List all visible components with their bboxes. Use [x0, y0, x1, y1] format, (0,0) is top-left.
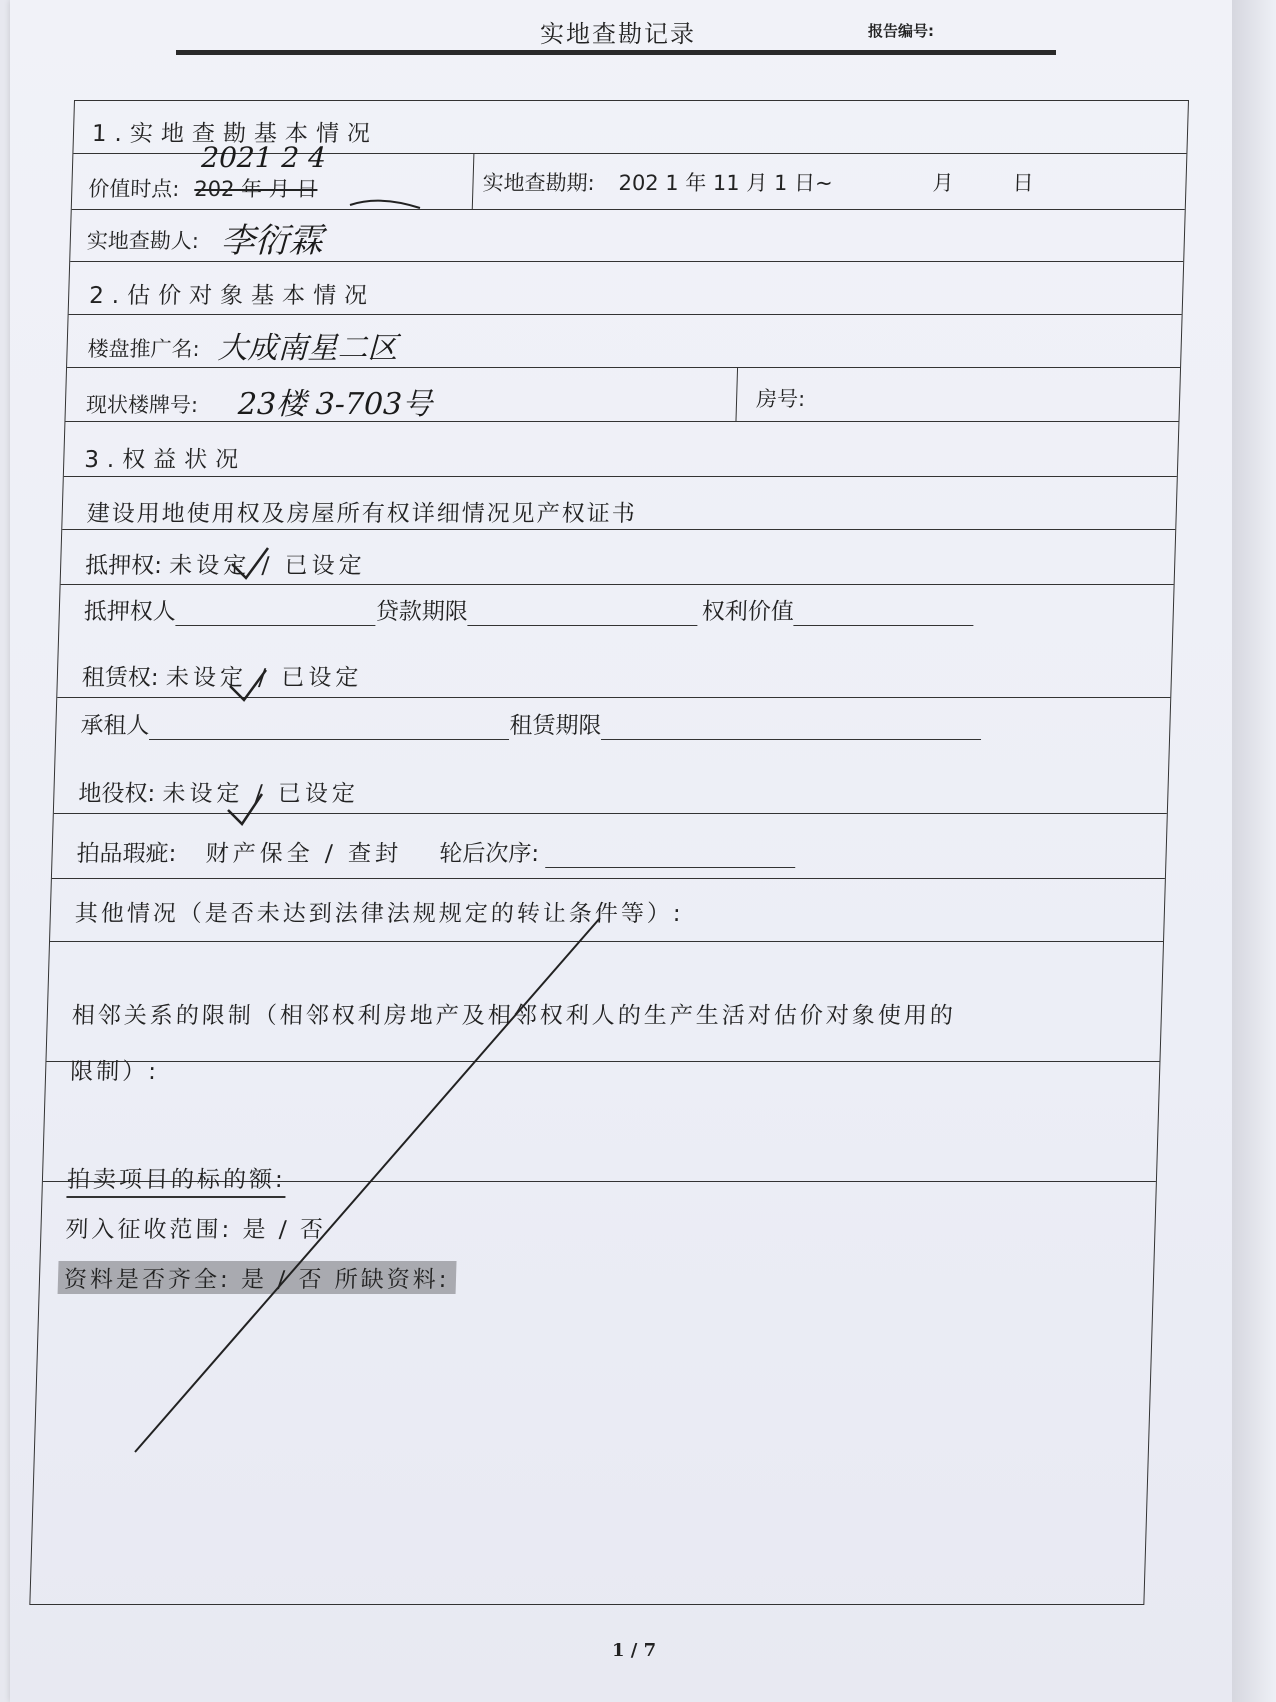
row-divider — [54, 813, 1167, 814]
section-1-heading: 1.实地查勘基本情况 — [91, 121, 379, 147]
column-divider — [735, 367, 738, 421]
value-time-handwritten: 2021 2 4 — [200, 141, 327, 174]
auction-amount-label: 拍卖项目的标的额: — [66, 1161, 286, 1198]
defects-order-label: 轮后次序: — [438, 841, 540, 867]
lease-row — [81, 659, 362, 692]
lease-details — [80, 707, 982, 740]
row-divider — [61, 584, 1174, 585]
value-time-label: 价值时点: — [88, 177, 180, 201]
loan-term-blank — [467, 603, 698, 626]
property-rights-note: 建设用地使用权及房屋所有权详细情况见产权证书 — [86, 501, 638, 527]
defects-row — [76, 835, 795, 868]
mortgage-options: 未设定 / 已设定 — [168, 553, 366, 579]
row-divider — [50, 941, 1163, 942]
lease-term-blank — [601, 717, 982, 740]
neighbor-restriction-label-line2: 限制）: — [69, 1059, 160, 1085]
building-number-label: 现状楼牌号: — [85, 393, 199, 417]
surveyor-signature: 李衍霖 — [220, 221, 324, 261]
easement-options: 未设定 / 已设定 — [162, 781, 360, 807]
document-title: 实地查勘记录 — [540, 20, 696, 48]
row-divider — [67, 367, 1180, 368]
mortgage-label: 抵押权: — [84, 553, 163, 579]
underlying-page-edge — [1232, 0, 1276, 1702]
row-divider — [65, 421, 1178, 422]
mortgagee-label: 抵押权人 — [83, 599, 177, 625]
expropriation-row: 列入征收范围: 是 / 否 — [65, 1217, 327, 1243]
report-number-label: 报告编号: — [868, 22, 934, 40]
surveyor-label: 实地查勘人: — [86, 229, 200, 253]
lease-term-label: 租赁期限 — [509, 713, 602, 739]
easement-row — [78, 775, 359, 808]
lessee-label: 承租人 — [80, 713, 150, 739]
survey-form-table — [29, 100, 1189, 1605]
survey-period-label: 实地查勘期: — [482, 171, 595, 195]
survey-period-end-month: 月 — [932, 171, 954, 195]
row-divider — [72, 209, 1185, 210]
lease-label: 租赁权: — [81, 665, 159, 691]
row-divider — [52, 878, 1165, 879]
lessee-blank — [149, 717, 510, 740]
value-time-printed: 202 年 月 日 — [194, 177, 318, 201]
row-divider — [64, 476, 1177, 477]
row-divider — [69, 314, 1182, 315]
defects-options: 财产保全 / 查封 — [205, 841, 403, 867]
room-number-label: 房号: — [755, 387, 806, 411]
row-divider — [46, 1061, 1159, 1062]
project-name-label: 楼盘推广名: — [87, 337, 201, 361]
section-2-heading: 2.估价对象基本情况 — [88, 283, 376, 309]
header-rule — [176, 50, 1056, 55]
row-divider — [57, 697, 1170, 698]
mortgage-details — [83, 593, 974, 626]
other-conditions-label: 其他情况（是否未达到法律法规规定的转让条件等）: — [74, 901, 684, 927]
mortgagee-blank — [175, 603, 376, 626]
column-divider — [472, 153, 475, 209]
defects-order-blank — [545, 845, 796, 868]
lease-options: 未设定 / 已设定 — [165, 665, 363, 691]
survey-period-value: 202 1 年 11 月 1 日~ — [618, 171, 834, 195]
easement-label: 地役权: — [78, 781, 156, 807]
loan-term-label: 贷款期限 — [375, 599, 469, 625]
defects-label: 拍品瑕疵: — [76, 841, 177, 867]
mortgage-row — [85, 547, 366, 580]
building-number-handwritten: 23楼 3-703号 — [237, 387, 433, 422]
project-name-handwritten: 大成南星二区 — [217, 331, 399, 366]
page-number: 1 / 7 — [612, 1640, 657, 1661]
section-3-heading: 3.权益状况 — [83, 447, 247, 473]
right-value-blank — [793, 603, 974, 626]
survey-period-end-day: 日 — [1012, 171, 1034, 195]
neighbor-restriction-label-line1: 相邻关系的限制（相邻权利房地产及相邻权利人的生产生活对估价对象使用的 — [71, 1003, 957, 1029]
right-value-label: 权利价值 — [701, 599, 795, 625]
row-divider — [62, 529, 1175, 530]
documents-complete-row: 资料是否齐全: 是 / 否 所缺资料: — [58, 1261, 456, 1294]
